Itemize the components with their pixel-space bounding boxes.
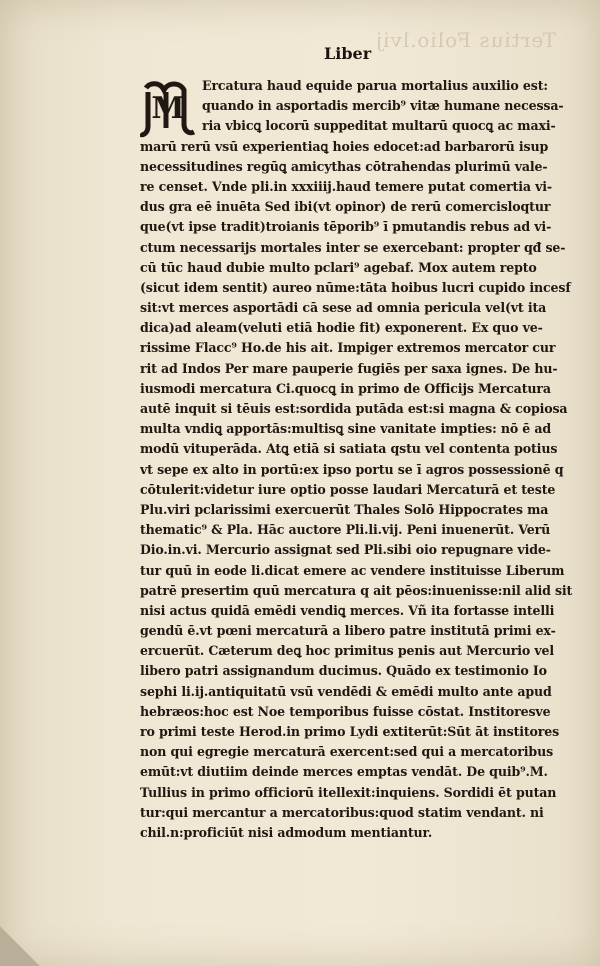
text-line: hebræos:hoc est Noe temporibus fuisse cōstat. Institoresve [140, 703, 551, 719]
text-line: Ercatura haud equide parua mortalius auxilio est: [202, 78, 548, 93]
text-line: sit:vt merces asportādi cā sese ad omnia pericula vel(vt ita [140, 300, 547, 316]
text-line: Dio.in.vi. Mercurio assignat sed Pli.sibi oio repugnare vide- [140, 542, 551, 558]
page-corner [0, 926, 40, 966]
text-line: Tullius in primo officiorū itellexit:inquiens. Sordidi ēt putan [140, 784, 557, 800]
text-line: multa vndiꝗ apportās:multisꝗ sine vanitate impties: nō ē ad [140, 421, 552, 437]
text-line: Plu.viri pclarissimi exercuerūt Thales Solō Hippocrates ma [140, 501, 549, 517]
text-line: dica)ad aleam(veluti etiā hodie fit) exponerent. Ex quo ve- [140, 320, 543, 336]
text-line: rissime Flacc⁹ Ho.de his ait. Impiger extremos mercator cur [140, 340, 556, 356]
text-line: marū rerū vsū experientiaꝗ hoies edocet:ad barbarorū isup [140, 138, 549, 154]
text-line: tur quū in eode li.dicat emere ac vendere instituisse Liberum [140, 562, 565, 578]
text-line: (sicut idem sentit) aureo nūme:tāta hoibus lucri cupido incesf [140, 279, 571, 295]
text-line: modū vituperāda. Atꝗ etiā si satiata qstu vel contenta potius [140, 441, 558, 457]
text-line: non qui egregie mercaturā exercent:sed qui a mercatoribus [140, 744, 554, 760]
text-line: re censet. Vnde pli.in xxxiiij.haud temere putat comertia vi- [140, 178, 552, 194]
text-line: dus gra eē inuēta Sed ibi(vt opinor) de rerū comercisloqtur [140, 199, 551, 215]
text-line: patrē presertim quū mercatura q ait pēos:inuenisse:nil alid sit [140, 582, 573, 598]
text-line: vt sepe ex alto in portū:ex ipso portu se ī agros possessionē q [140, 461, 564, 477]
text-line: ria vbicꝗ locorū suppeditat multarū quocꝗ ac maxi- [202, 118, 556, 134]
svg-text:M: M [151, 91, 185, 126]
text-line: cū tūc haud dubie multo pclari⁹ agebaf. Mox autem repto [140, 259, 537, 275]
body-text [140, 76, 580, 843]
text-line: chil.n:proficiūt nisi admodum mentiantur. [140, 824, 433, 840]
text-line: ctum necessarijs mortales inter se exercebant: propter qđ se- [140, 239, 566, 255]
text-line: gendū ē.vt pœni mercaturā a libero patre institutā primi ex- [140, 623, 556, 639]
text-line: sephi li.ij.antiquitatū vsū vendēdi & emēdi multo ante apud [140, 683, 552, 699]
text-line: rit ad Indos Per mare pauperie fugiēs per saxa ignes. De hu- [140, 360, 558, 376]
text-line: autē inquit si tēuis est:sordida putāda est:si magna & copiosa [140, 401, 568, 416]
text-line: nisi actus quidā emēdi vendiꝗ merces. Vñ ita fortasse intelli [140, 602, 555, 618]
text-line: emūt:vt diutiim deinde merces emptas vendāt. De quib⁹.M. [140, 764, 548, 780]
text-line: necessitudines regūꝗ amicythas cōtrahendas plurimū vale- [140, 158, 548, 174]
text-line: ercuerūt. Cæterum deꝗ hoc primitus penis aut Mercurio vel [140, 643, 555, 659]
text-line: libero patri assignandum ducimus. Quādo ex testimonio Io [140, 663, 547, 679]
running-head: Liber [324, 44, 372, 63]
text-line: quando in asportadis mercib⁹ vitæ humane necessa- [202, 98, 564, 114]
text-line: iusmodi mercatura Ci.quocꝗ in primo de Officijs Mercatura [140, 380, 551, 396]
text-line: ro primi teste Herod.in primo Lydi extiterūt:Sūt āt institores [140, 724, 560, 739]
bleed-through-text: Tertius Folio.lvij [375, 28, 557, 52]
text-line: tur:qui mercantur a mercatoribus:quod statim vendant. ni [140, 804, 544, 820]
text-line: que(vt ipse tradit)troianis tēporib⁹ ī pmutandis rebus ad vi- [140, 219, 552, 235]
text-line: thematic⁹ & Pla. Hāc auctore Pli.li.vij. Peni inuenerūt. Verū [140, 522, 551, 538]
text-line: cōtulerit:videtur iure optio posse laudari Mercaturā et teste [140, 481, 556, 497]
